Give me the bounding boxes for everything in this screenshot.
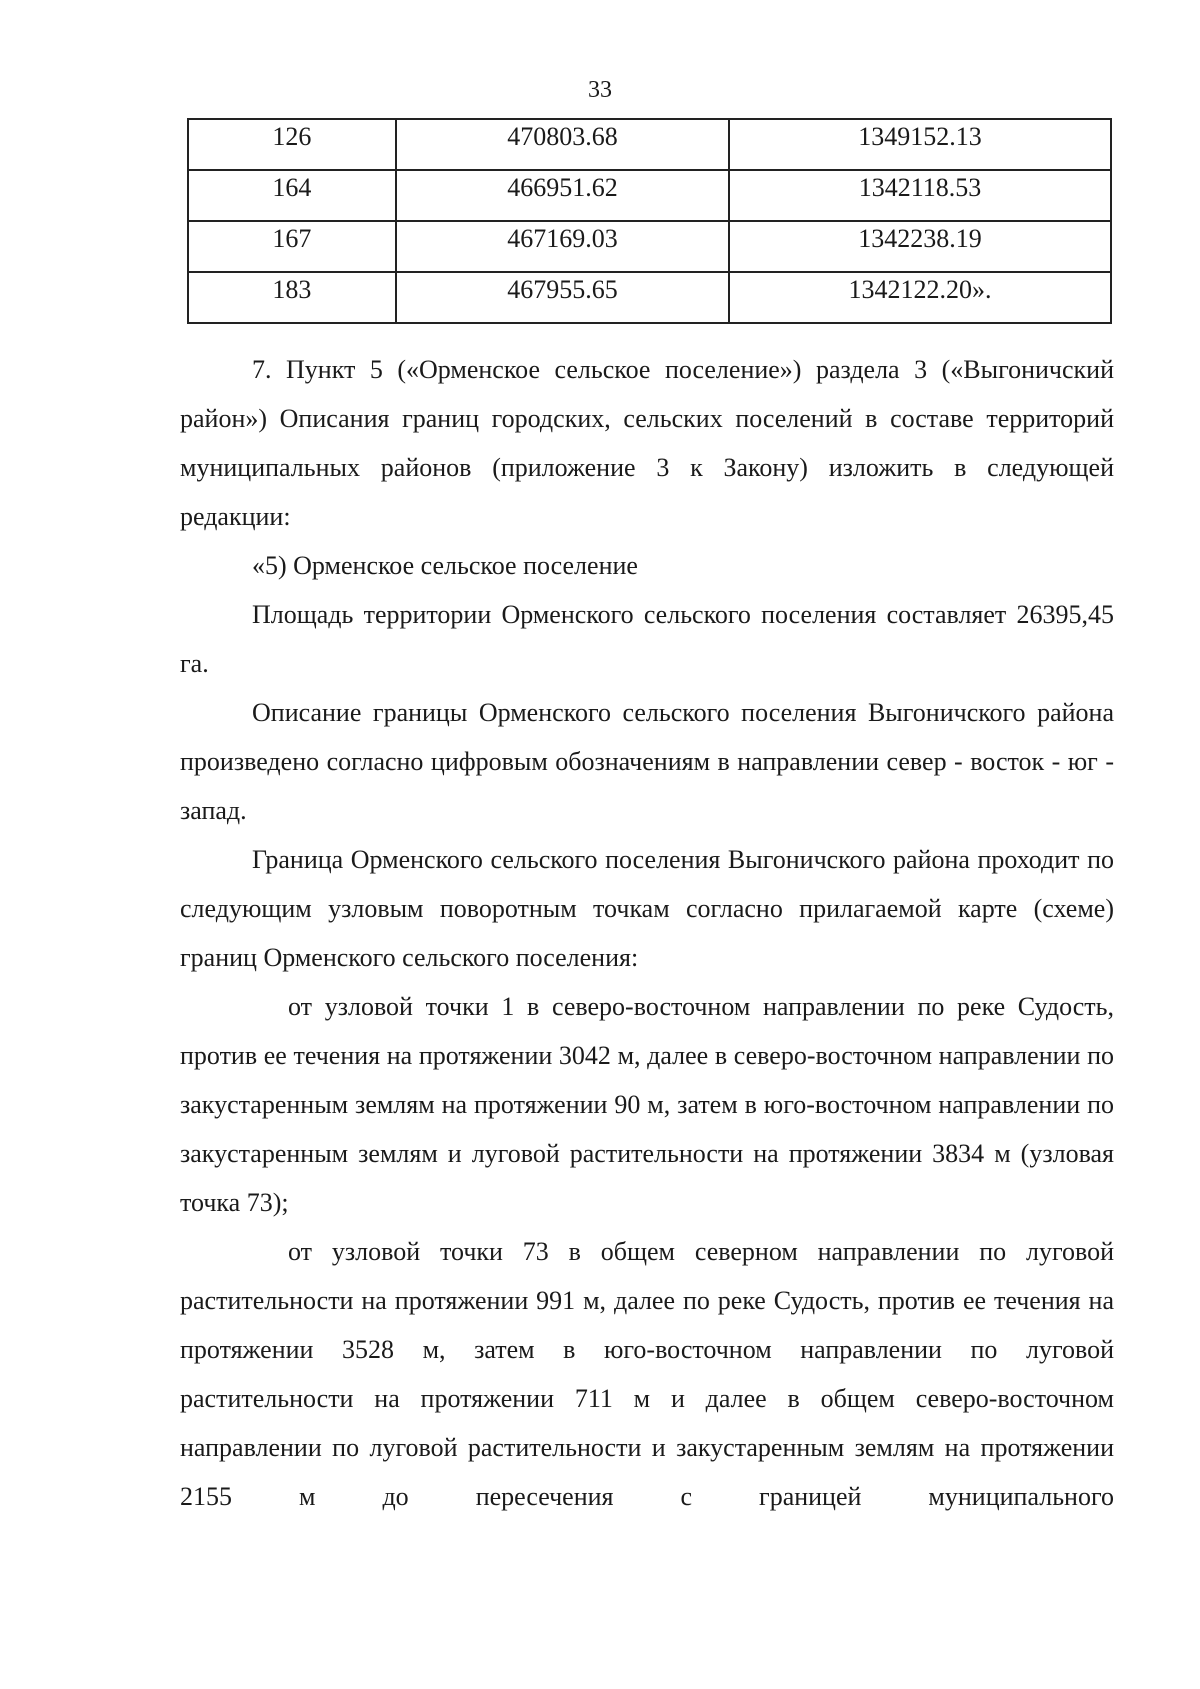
y-coordinate-cell: 1342238.19 xyxy=(729,221,1111,272)
amendment-paragraph: 7. Пункт 5 («Орменское сельское поселение») раздела 3 («Выгоничский район») Описания границ городских, сельских поселений в составе территорий муниципальных районов (приложение 3 к Закону) изложить в следующей редакции: xyxy=(180,355,1114,531)
description-paragraph: Описание границы Орменского сельского поселения Выгоничского района произведено согласно цифровым обозначениям в направлении север - восток - юг - запад. xyxy=(180,698,1114,825)
y-coordinate-cell: 1342122.20». xyxy=(729,272,1111,323)
table-row xyxy=(188,170,1111,221)
point-number-cell: 126 xyxy=(188,119,396,170)
page-number: 33 xyxy=(588,77,612,103)
table-row xyxy=(188,221,1111,272)
section-heading: «5) Орменское сельское поселение xyxy=(252,551,638,580)
route-paragraph: от узловой точки 73 в общем северном направлении по луговой растительности на протяжении 991 м, далее по реке Судость, против ее течения на протяжении 3528 м, затем в юго-восточном направлении по луговой растительности на протяжении 711 м и далее в общем северо-восточном направлении по луговой растительности и закустаренным землям на протяжении 2155 м до пересечения с границей муниципального xyxy=(180,1237,1114,1511)
x-coordinate-cell: 467955.65 xyxy=(396,272,729,323)
x-coordinate-cell: 466951.62 xyxy=(396,170,729,221)
point-number-cell: 183 xyxy=(188,272,396,323)
boundary-paragraph: Граница Орменского сельского поселения Выгоничского района проходит по следующим узловым поворотным точкам согласно прилагаемой карте (схеме) границ Орменского сельского поселения: xyxy=(180,845,1114,972)
coordinates-table xyxy=(187,118,1112,324)
x-coordinate-cell: 467169.03 xyxy=(396,221,729,272)
route-paragraph: от узловой точки 1 в северо-восточном направлении по реке Судость, против ее течения на протяжении 3042 м, далее в северо-восточном направлении по закустаренным землям на протяжении 90 м, затем в юго-восточном направлении по закустаренным землям и луговой растительности на протяжении 3834 м (узловая точка 73); xyxy=(180,992,1114,1217)
point-number-cell: 167 xyxy=(188,221,396,272)
area-paragraph: Площадь территории Орменского сельского поселения составляет 26395,45 га. xyxy=(180,600,1114,678)
table-row xyxy=(188,119,1111,170)
y-coordinate-cell: 1349152.13 xyxy=(729,119,1111,170)
document-body xyxy=(180,345,1114,1521)
x-coordinate-cell: 470803.68 xyxy=(396,119,729,170)
table-row xyxy=(188,272,1111,323)
y-coordinate-cell: 1342118.53 xyxy=(729,170,1111,221)
point-number-cell: 164 xyxy=(188,170,396,221)
